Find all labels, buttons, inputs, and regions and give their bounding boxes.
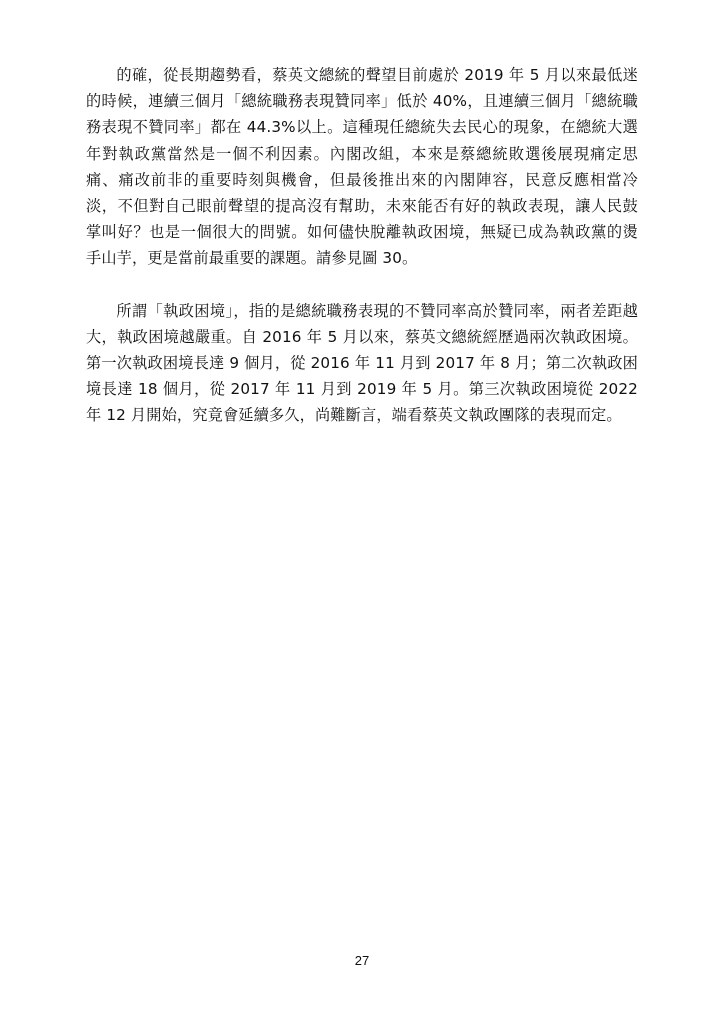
paragraph-governing-dilemma: 所謂「執政困境」，指的是總統職務表現的不贊同率高於贊同率，兩者差距越大，執政困境越嚴重。自 2016 年 5 月以來，蔡英文總統經歷過兩次執政困境。第一次執政困境長達 9 個月，從 2016 年 11 月到 2017 年 8 月；第二次執政困境長達 18 個月，從 2017 年 11 月到 2019 年 5 月。第三次執政困境從 2022 年 12 月開始，究竟會延續多久，尚難斷言，端看蔡英文執政團隊的表現而定。	[86, 301, 638, 425]
page-number: 27	[354, 953, 370, 968]
paragraph-approval-trend: 的確，從長期趨勢看，蔡英文總統的聲望目前處於 2019 年 5 月以來最低迷的時候，連續三個月「總統職務表現贊同率」低於 40%，且連續三個月「總統職務表現不贊同率」都在 44.3%以上。這種現任總統失去民心的現象，在總統大選年對執政黨當然是一個不利因素。內閣改組，本來是蔡總統敗選後展現痛定思痛、痛改前非的重要時刻與機會，但最後推出來的內閣陣容，民意反應相當冷淡，不但對自己眼前聲望的提高沒有幫助，未來能否有好的執政表現，讓人民鼓掌叫好？也是一個很大的問號。如何儘快脫離執政困境，無疑已成為執政黨的燙手山芋，更是當前最重要的課題。請參見圖 30。	[86, 66, 638, 268]
body-text	[86, 62, 638, 429]
